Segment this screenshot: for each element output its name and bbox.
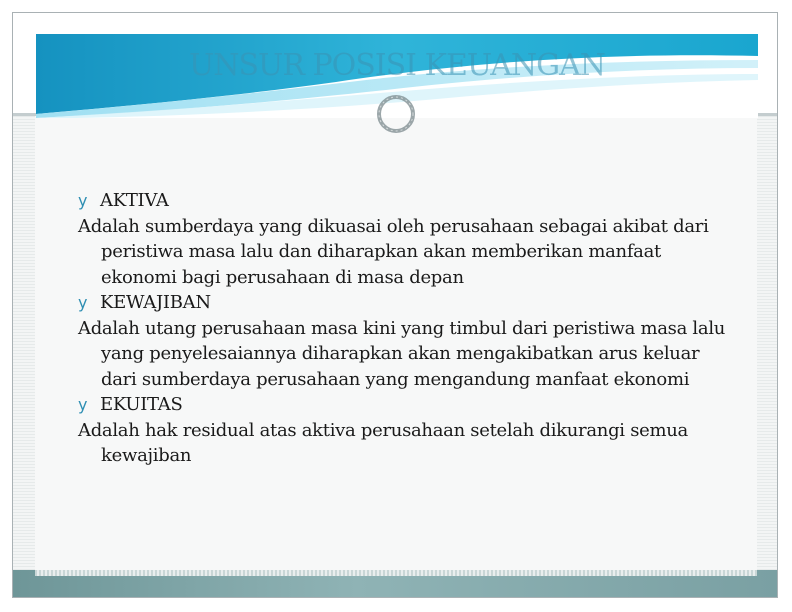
ring-ornament-icon [374,92,418,136]
section-text-aktiva: Adalah sumberdaya yang dikuasai oleh perusahaan sebagai akibat dari peristiwa masa lalu dan diharapkan akan memberikan manfaat ekonomi bagi perusahaan di masa depan [78,215,709,288]
bullet-icon: y [78,293,88,312]
heading-label: EKUITAS [100,394,183,415]
section-text-kewajiban: Adalah utang perusahaan masa kini yang timbul dari peristiwa masa lalu yang penyelesaiannya diharapkan akan mengakibatkan arus keluar dari sumberdaya perusahaan yang mengandung manfaat ekonomi [78,317,726,390]
heading-label: KEWAJIBAN [100,292,211,313]
section-heading-ekuitas [78,392,738,418]
section-text-ekuitas: Adalah hak residual atas aktiva perusahaan setelah dikurangi semua kewajiban [78,419,688,466]
section-heading-kewajiban [78,290,738,316]
heading-label: AKTIVA [100,190,169,211]
bullet-icon: y [78,395,88,414]
section-heading-aktiva [78,188,738,214]
slide-body [78,188,738,469]
bullet-icon: y [78,191,88,210]
left-side-texture [13,113,35,570]
right-side-texture [757,113,777,570]
footer-bar [13,570,777,597]
slide-title: UNSUR POSISI KEUANGAN [188,48,606,83]
